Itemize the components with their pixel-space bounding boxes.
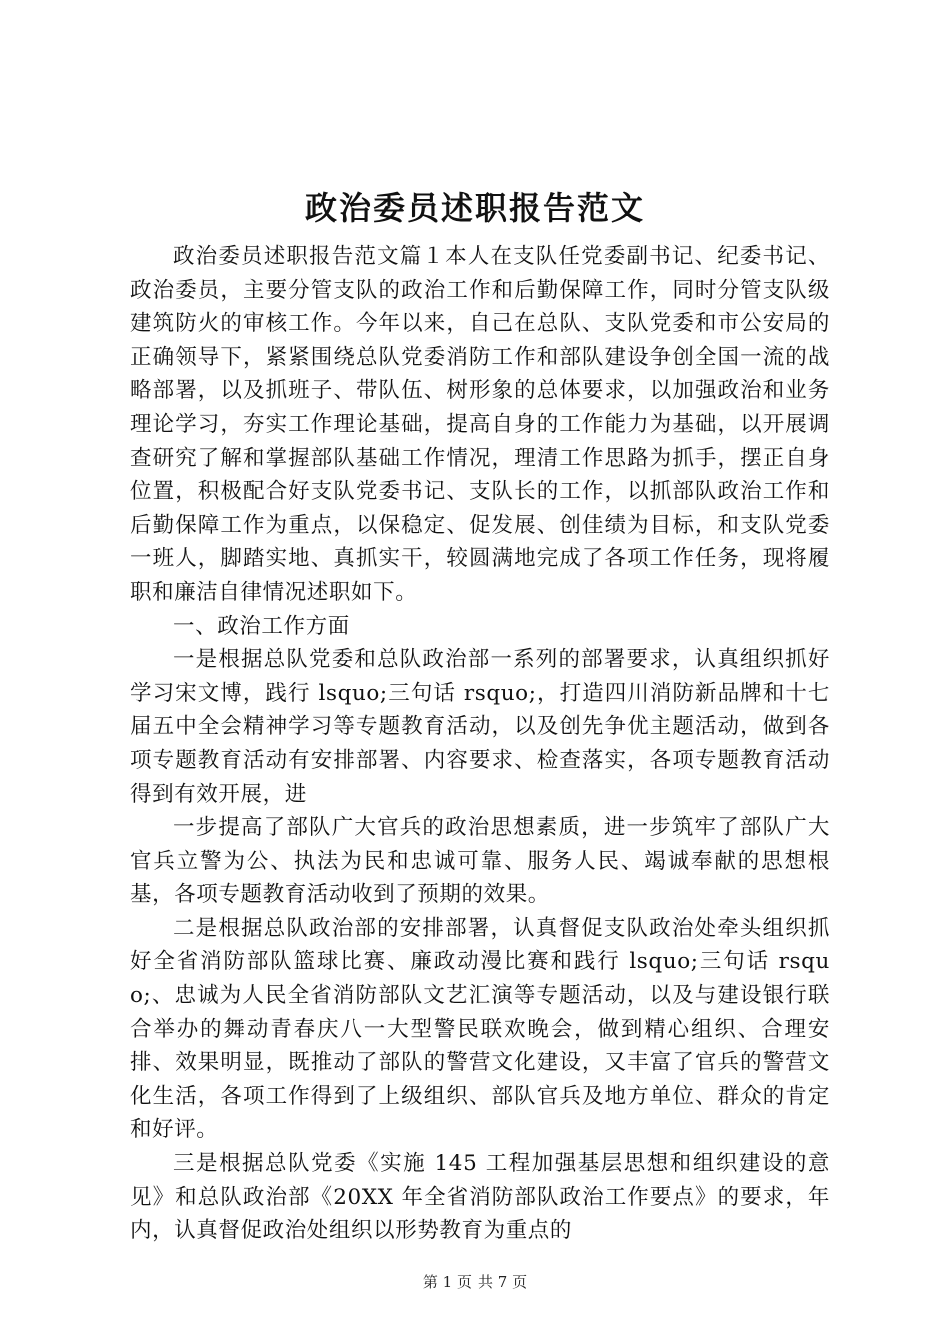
page-total: 共 7 页 <box>478 1273 528 1291</box>
page-number: 第 1 页 <box>422 1273 472 1291</box>
section-heading-political-work: 一、政治工作方面 <box>173 613 350 639</box>
document-body <box>130 240 830 1248</box>
page-footer <box>0 1271 950 1293</box>
paragraph-point-one: 一是根据总队党委和总队政治部一系列的部署要求，认真组织抓好学习宋文博，践行 lsquo;三句话 rsquo;，打造四川消防新品牌和十七届五中全会精神学习等专题教育活动，以及创先争优主题活动，做到各项专题教育活动有安排部署、内容要求、检查落实，各项专题教育活动得到有效开展，进 <box>130 647 830 807</box>
paragraph-point-three: 三是根据总队党委《实施 145 工程加强基层思想和组织建设的意见》和总队政治部《20XX 年全省消防部队政治工作要点》的要求，年内，认真督促政治处组织以形势教育为重点的 <box>130 1151 830 1244</box>
paragraph-point-one-continued: 一步提高了部队广大官兵的政治思想素质，进一步筑牢了部队广大官兵立警为公、执法为民和忠诚可靠、服务人民、竭诚奉献的思想根基，各项专题教育活动收到了预期的效果。 <box>130 815 830 908</box>
paragraph-intro: 政治委员述职报告范文篇１本人在支队任党委副书记、纪委书记、政治委员，主要分管支队的政治工作和后勤保障工作，同时分管支队级建筑防火的审核工作。今年以来，自己在总队、支队党委和市公安局的正确领导下，紧紧围绕总队党委消防工作和部队建设争创全国一流的战略部署，以及抓班子、带队伍、树形象的总体要求，以加强政治和业务理论学习，夯实工作理论基础，提高自身的工作能力为基础，以开展调查研究了解和掌握部队基础工作情况，理清工作思路为抓手，摆正自身位置，积极配合好支队党委书记、支队长的工作，以抓部队政治工作和后勤保障工作为重点，以保稳定、促发展、创佳绩为目标，和支队党委一班人，脚踏实地、真抓实干，较圆满地完成了各项工作任务，现将履职和廉洁自律情况述职如下。 <box>130 244 830 605</box>
paragraph-point-two: 二是根据总队政治部的安排部署，认真督促支队政治处牵头组织抓好全省消防部队篮球比赛、廉政动漫比赛和践行 lsquo;三句话 rsquo;、忠诚为人民全省消防部队文艺汇演等专题活动，以及与建设银行联合举办的舞动青春庆八一大型警民联欢晚会，做到精心组织、合理安排、效果明显，既推动了部队的警营文化建设，又丰富了官兵的警营文化生活，各项工作得到了上级组织、部队官兵及地方单位、群众的肯定和好评。 <box>130 915 830 1143</box>
document-title: 政治委员述职报告范文 <box>304 189 645 227</box>
